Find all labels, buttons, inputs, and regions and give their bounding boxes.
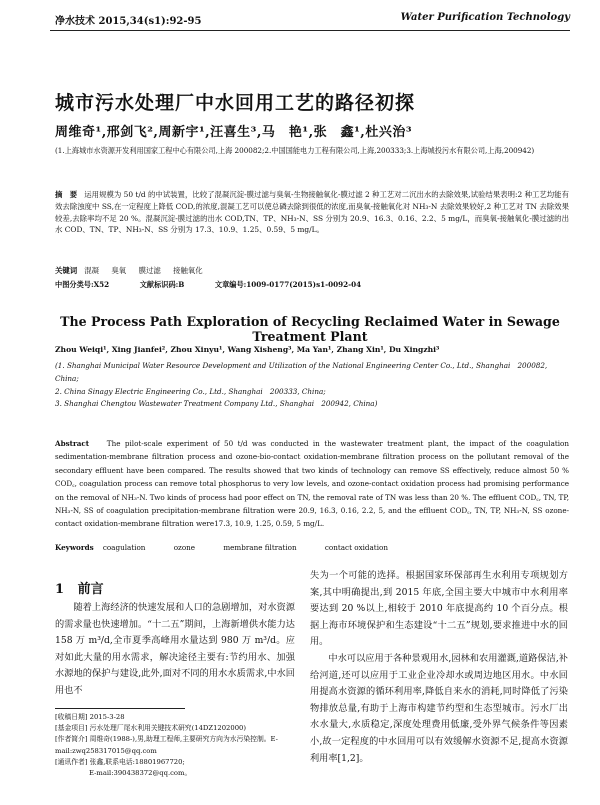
abstract-cn-label: 摘 要 — [55, 190, 78, 199]
authors-cn: 周维奇¹,邢剑飞²,周新宇¹,汪喜生³,马 艳¹,张 鑫¹,杜兴治³ — [55, 125, 413, 140]
body-left-column: 随着上海经济的快速发展和人口的急剧增加，对水资源的需求量也快速增加。“十二五”期间，上海新增供水能力达 158 万 m³/d,全市夏季高峰用水量达到 980 万 m³/d。应对如此大量的用水需求，解决途径主要有:节约用水、加强水源地的保护与建设,此外,面对不同的用水水质需求,中水回用也不 — [55, 602, 295, 696]
keywords-cn-label: 关键词 — [55, 266, 78, 275]
title-en: The Process Path Exploration of Recycling Reclaimed Water in Sewage Treatment Plant — [60, 314, 560, 344]
body-right-column — [310, 568, 568, 767]
keyword-en: ozone — [173, 543, 196, 552]
abstract-cn-text: 运用规模为 50 t/d 的中试装置，比较了混凝沉淀-膜过滤与臭氧-生物接触氧化-膜过滤 2 种工艺对二沉出水的去除效果,试验结果表明:2 种工艺均能有效去除浊度中 SS,在一定程度上降低 COD,的浓度,混凝工艺可以使总磷去除到很低的浓度,而臭氧-接触氧化对 NH₃-N 去除效果较好,2 种工艺对 TN 去除效果较差,去除率均不足 20 %。混凝沉淀-膜过滤的出水 COD,TN、TP、NH₃-N、SS 分别为 20.9、16.3、0.16、2.2、5 mg/L，而臭氧-接触氧化-膜过滤的出水 COD、TN、TP、NH₃-N、SS 分别为 17.3、10.9、1.25、0.59、5 mg/L。 — [55, 190, 569, 235]
abstract-en — [55, 437, 569, 531]
body-paragraph: 失为一个可能的选择。根据国家环保部再生水利用专项规划方案,其中明确提出,到 2015 年底,全国主要大中城市中水利用率要达到 20 %以上,相较于 2010 年底提高约 10 个百分点。根据上海市环境保护和生态建设“十二五”规划,要求推进中水的回用。 — [310, 570, 568, 648]
footnote-author-bio: [作者简介] 周维奇(1988-),男,助理工程师,主要研究方向为水污染控制。E-mail:zwq258317015@qq.com — [55, 735, 278, 755]
footnotes — [55, 712, 295, 779]
title-cn: 城市污水处理厂中水回用工艺的路径初探 — [55, 92, 416, 114]
keyword-cn: 膜过滤 — [138, 266, 161, 275]
section-heading — [55, 578, 104, 597]
journal-name-en: Water Purification Technology — [400, 12, 570, 23]
keyword-cn: 臭氧 — [111, 266, 127, 275]
footnote-rule — [55, 708, 185, 709]
section-title: 前言 — [77, 582, 104, 597]
keyword-en: membrane filtration — [223, 543, 297, 552]
affiliation-en-1: (1. Shanghai Municipal Water Resource Development and Utilization of the National Engineering Center Co., Ltd., Shanghai 200082, China; — [55, 361, 548, 383]
footnote-received: [收稿日期] 2015-3-28 — [55, 713, 125, 721]
keywords-en — [55, 543, 414, 552]
footnote-email: E-mail:390438372@qq.com。 — [89, 769, 192, 778]
affiliation-en-3: 3. Shanghai Chengtou Wastewater Treatment Company Ltd., Shanghai 200942, China) — [55, 399, 378, 409]
keywords-en-label: Keywords — [55, 543, 94, 552]
authors-en: Zhou Weiqi¹, Xing Jianfei², Zhou Xinyu¹, Wang Xisheng³, Ma Yan¹, Zhang Xin¹, Du Xingzhi³ — [55, 345, 440, 354]
keyword-en: coagulation — [102, 543, 146, 552]
header-rule — [50, 30, 570, 31]
abstract-cn — [55, 189, 569, 236]
section-number: 1 — [55, 582, 65, 597]
clc-number: 中图分类号:X52 — [55, 280, 110, 289]
keyword-cn: 接触氧化 — [173, 266, 203, 275]
document-code: 文献标识码:B — [139, 280, 185, 289]
article-number: 文章编号:1009-0177(2015)s1-0092-04 — [214, 280, 362, 289]
footnote-fund: [基金项目] 污水处理厂尾水利用关键技术研究(14DZ1202000) — [55, 724, 246, 733]
footnote-corresponding: [通讯作者] 张鑫,联系电话:18801967720; — [55, 757, 185, 766]
affiliation-en-2: 2. China Sinagy Electric Engineering Co., Ltd., Shanghai 200333, China; — [55, 386, 326, 396]
keywords-cn — [55, 265, 213, 276]
keyword-cn: 混凝 — [84, 266, 100, 275]
keyword-en: contact oxidation — [324, 543, 388, 552]
affiliations-cn: (1.上海城市水资源开发利用国家工程中心有限公司,上海 200082;2.中国国能电力工程有限公司,上海,200333;3.上海城投污水有限公司,上海,200942) — [55, 146, 535, 155]
classification-meta — [55, 280, 389, 290]
abstract-en-label: Abstract — [55, 439, 90, 448]
journal-citation: 净水技术 2015,34(s1):92-95 — [55, 16, 202, 27]
abstract-en-text: The pilot-scale experiment of 50 t/d was conducted in the wastewater treatment plant, the impact of the coagulation sedimentation-membrane filtration process and ozone-bio-contact oxidation-membrane filtration process on the pollutant removal of the secondary effluent have been compared. The results showed that two kinds of technology can remove SS effectively, reduce almost 50 % COD꜀, coagulation process can remove total phosphorus to very low levels, and ozone-contact oxidation process had promising performance on the removal of NH₃-N. Two kinds of process had poor effect on TN, the removal rate of TN was less than 20 %. The effluent COD꜀, TN, TP, NH₃-N, SS of coagulation precipitation-membrane filtration were 20.9, 16.3, 0.16, 2.2, 5, and the effluent COD꜀, TN, TP, NH₃-N, SS ozone-contact oxidation-membrane filtration were17.3, 10.9, 1.25, 0.59, 5 mg/L. — [55, 439, 569, 529]
body-paragraph: 中水可以应用于各种景观用水,园林和农用灌溉,道路保洁,补给河道,还可以应用于工业企业冷却水或周边地区用水。中水回用提高水资源的循环利用率,降低自来水的消耗,同时降低了污染物排放总量,有助于上海市构建节约型和生态型城市。污水厂出水水量大,水质稳定,深度处理费用低廉,受外界气候条件等因素小,故一定程度的中水回用可以有效缓解水资源不足,提高水资源利用率[1,2]。 — [310, 652, 568, 764]
affiliations-en — [55, 360, 567, 411]
